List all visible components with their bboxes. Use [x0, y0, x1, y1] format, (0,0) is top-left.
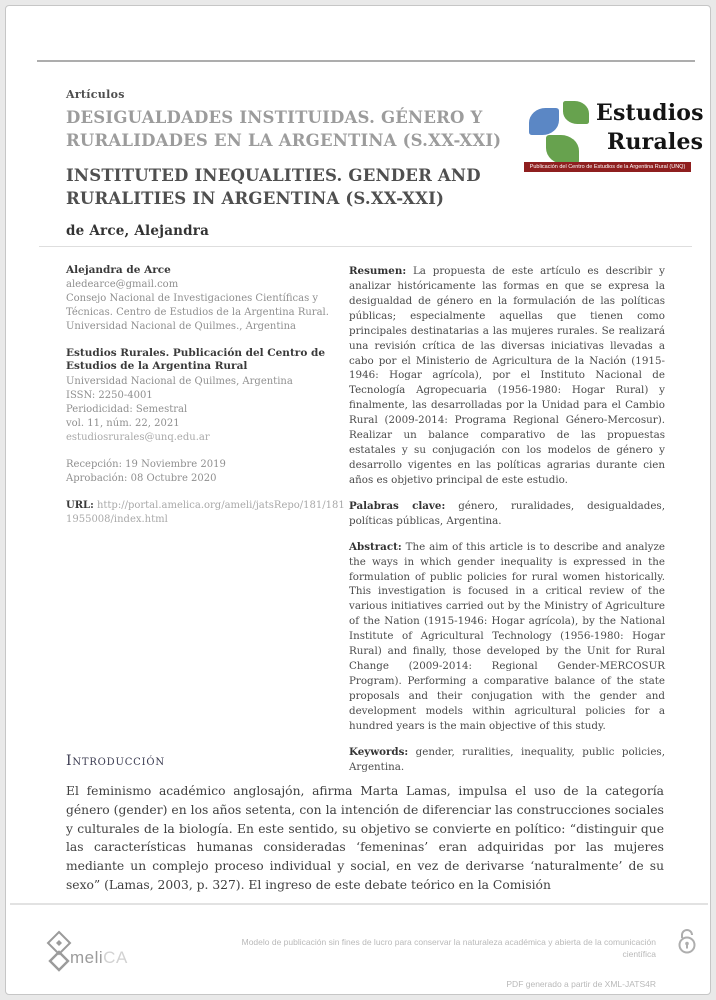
author-byline: de Arce, Alejandra — [66, 223, 210, 239]
author-affiliation: Consejo Nacional de Investigaciones Científicas y Técnicas. Centro de Estudios de la Argentina Rural. Universidad Nacional de Quilmes., Argentina — [66, 292, 329, 332]
open-access-icon — [675, 928, 699, 954]
logo-leaf-green-icon — [546, 135, 579, 164]
introduction-heading: Introducción — [66, 753, 165, 769]
keywords-es-label: Palabras clave: — [349, 499, 446, 512]
article-url-link[interactable]: http://portal.amelica.org/ameli/jatsRepo/181/1811955008/index.html — [66, 499, 345, 525]
author-contact-block — [66, 263, 348, 334]
keywords-en-paragraph — [349, 745, 665, 775]
dates-block — [66, 458, 348, 486]
article-title-es: DESIGUALDADES INSTITUIDAS. GÉNERO Y RURALIDADES EN LA ARGENTINA (S.XX-XXI) — [66, 108, 502, 150]
amelica-wordmark: meliCA — [70, 948, 128, 967]
journal-periodicity: Periodicidad: Semestral — [66, 403, 188, 415]
abstract-en-text: The aim of this article is to describe and analyze the ways in which gender inequality is expressed in the formulation of public policies for rural women historically. This investigation is focused in a critical review of the various initiatives carried out by the Ministry of Agriculture of the Nation (1915-1946: Hogar agrícola), by the National Institute of Agricultural Technology (1956-1980: Hogar Rural) and finally, those developed by the Unit for Rural Change (2009-2014: Regional Gender-MERCOSUR Program). Performing a comparative balance of the state proposals and their conjugation with the gender and development models within agricultural policies for a hundred years is the main objective of this study. — [349, 540, 665, 732]
abstract-es-label: Resumen: — [349, 265, 407, 277]
keywords-en-text: gender, ruralities, inequality, public policies, Argentina. — [349, 745, 665, 773]
abstract-en-paragraph — [349, 540, 665, 734]
journal-logo-banner: Publicación del Centro de Estudios de la Argentina Rural (UNQ) — [524, 162, 691, 172]
journal-institution: Universidad Nacional de Quilmes, Argentina — [66, 375, 293, 387]
journal-info-block — [66, 347, 348, 445]
url-block — [66, 499, 348, 527]
reception-date: Recepción: 19 Noviembre 2019 — [66, 458, 226, 470]
journal-title: Estudios Rurales. Publicación del Centro de Estudios de la Argentina Rural — [66, 346, 326, 373]
journal-volume: vol. 11, núm. 22, 2021 — [66, 417, 180, 429]
keywords-en-label: Keywords: — [349, 745, 409, 758]
author-name: Alejandra de Arce — [66, 264, 171, 276]
top-divider — [37, 60, 695, 62]
url-label: URL: — [66, 499, 94, 511]
author-email-link[interactable]: aledearce@gmail.com — [66, 278, 179, 290]
keywords-es-paragraph — [349, 499, 665, 529]
journal-logo-name-line1: Estudios — [596, 100, 704, 126]
abstract-es-text: La propuesta de este artículo es describir y analizar históricamente las formas en que se expresa la desigualdad de género en la formulación de las políticas públicas; especialmente aquellas que tienen como principales destinatarias a las mujeres rurales. Se realizará una revisión crítica de las diversas iniciativas llevadas a cabo por el Ministerio de Agricultura de la Nación (1915-1946: Hogar agrícola), por el Instituto Nacional de Tecnología Agropecuaria (1956-1980: Hogar Rural) y finalmente, las desarrolladas por la Unidad para el Cambio Rural (2009-2014: Programa Regional Género-Mercosur). Realizar un balance comparativo de las propuestas estatales y su conjugación con los modelos de género y desarrollo vigentes en las políticas agrarias durante cien años es objetivo principal de este estudio. — [349, 265, 665, 486]
journal-logo-name-line2: Rurales — [607, 129, 704, 155]
footer-divider — [10, 903, 708, 905]
journal-issn: ISSN: 2250-4001 — [66, 389, 153, 401]
section-label: Artículos — [66, 88, 125, 101]
journal-logo — [523, 98, 704, 180]
logo-leaf-blue-icon — [529, 108, 559, 135]
abstract-column — [349, 264, 665, 786]
journal-email-link[interactable]: estudiosrurales@unq.edu.ar — [66, 431, 210, 443]
header-divider — [39, 246, 692, 247]
logo-leaf-green-icon — [563, 101, 589, 124]
article-title-en: INSTITUTED INEQUALITIES. GENDER AND RURALITIES IN ARGENTINA (S.XX-XXI) — [66, 166, 481, 208]
introduction-paragraph: El feminismo académico anglosajón, afirma Marta Lamas, impulsa el uso de la categoría género (gender) en los años setenta, con la intención de diferenciar las construcciones sociales y culturales de la biología. En este sentido, su objetivo se convierte en político: “distinguir que las características humanas consideradas ‘femeninas’ eran adquiridas por las mujeres mediante un complejo proceso individual y social, en vez de derivarse ‘naturalmente’ de su sexo” (Lamas, 2003, p. 327). El ingreso de este debate teórico en la Comisión — [66, 784, 664, 893]
keywords-es-text: género, ruralidades, desigualdades, políticas públicas, Argentina. — [349, 499, 665, 527]
document-page — [5, 5, 711, 995]
footer-generated-note: PDF generado a partir de XML-JATS4R — [506, 979, 656, 989]
approval-date: Aprobación: 08 Octubre 2020 — [66, 472, 217, 484]
amelica-logo[interactable] — [44, 930, 174, 976]
metadata-column — [66, 263, 348, 540]
abstract-es-paragraph — [349, 264, 665, 488]
footer-tagline: Modelo de publicación sin fines de lucro para conservar la naturaleza académica y abierta de la comunicación científica — [241, 937, 656, 960]
abstract-en-label: Abstract: — [349, 540, 402, 553]
